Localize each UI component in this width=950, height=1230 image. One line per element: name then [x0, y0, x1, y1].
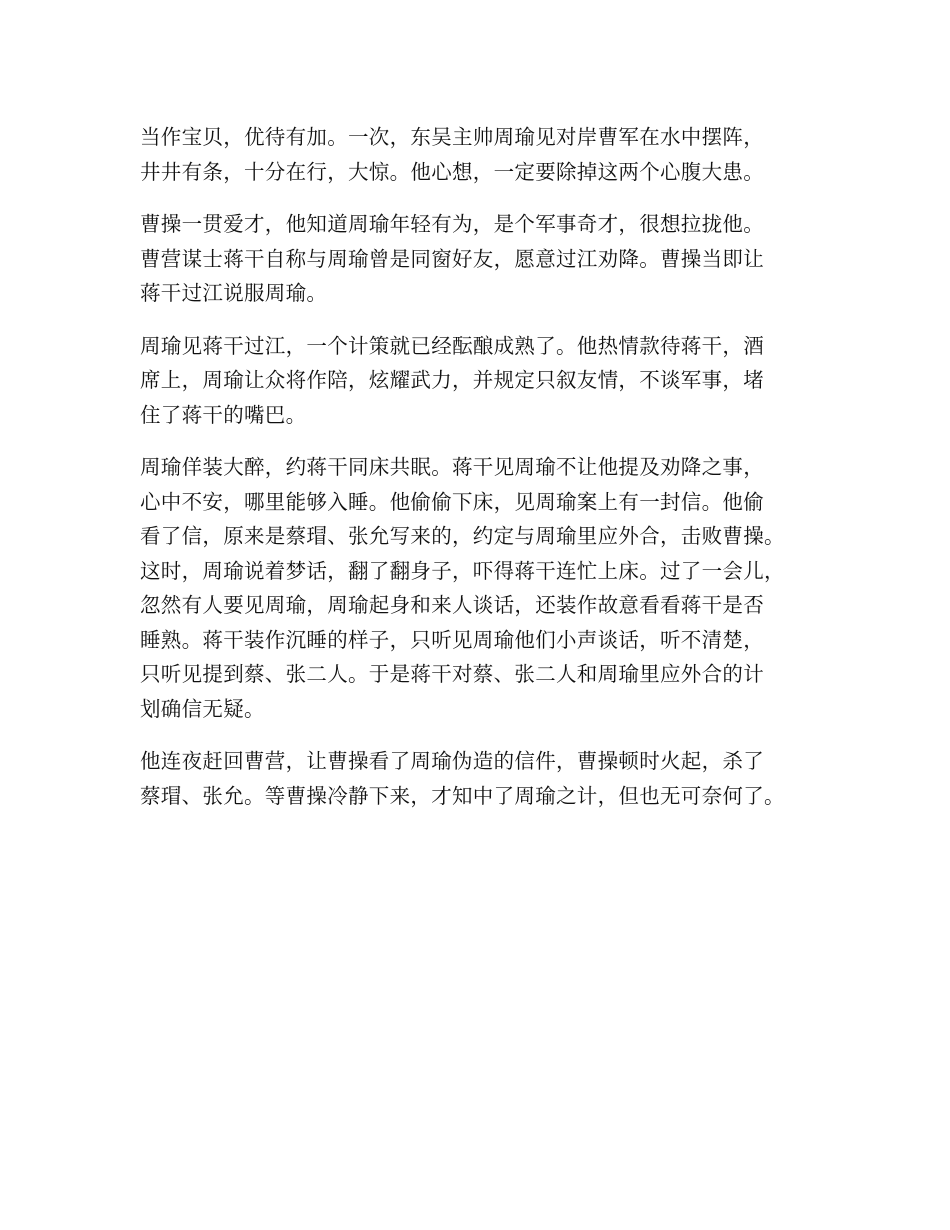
text-line: 当作宝贝，优待有加。一次，东吴主帅周瑜见对岸曹军在水中摆阵， [140, 125, 764, 149]
text-line: 看了信，原来是蔡瑁、张允写来的，约定与周瑜里应外合，击败曹操。 [140, 524, 785, 548]
text-line: 心中不安，哪里能够入睡。他偷偷下床，见周瑜案上有一封信。他偷 [140, 489, 764, 514]
text-line: 蒋干过江说服周瑜。 [140, 281, 328, 305]
text-line: 周瑜见蒋干过江，一个计策就已经酝酿成熟了。他热情款待蒋干，酒 [140, 333, 764, 358]
paragraph-1 [140, 120, 812, 189]
text-line: 席上，周瑜让众将作陪，炫耀武力，并规定只叙友情，不谈军事，堵 [140, 368, 764, 392]
paragraph-3 [140, 329, 812, 433]
text-line: 睡熟。蒋干装作沉睡的样子，只听见周瑜他们小声谈话，听不清楚， [140, 627, 764, 652]
paragraph-5 [140, 744, 812, 813]
text-line: 这时，周瑜说着梦话，翻了翻身子，吓得蒋干连忙上床。过了一会儿， [140, 558, 785, 583]
text-line: 曹操一贯爱才，他知道周瑜年轻有为，是个军事奇才，很想拉拢他。 [140, 212, 764, 236]
paragraph-4 [140, 450, 812, 726]
paragraph-2 [140, 207, 812, 311]
text-line: 他连夜赶回曹营，让曹操看了周瑜伪造的信件，曹操顿时火起，杀了 [140, 749, 764, 773]
text-line: 蔡瑁、张允。等曹操冷静下来，才知中了周瑜之计，但也无可奈何了。 [140, 783, 785, 808]
text-line: 忽然有人要见周瑜，周瑜起身和来人谈话，还装作故意看看蒋干是否 [140, 593, 764, 617]
text-line: 住了蒋干的嘴巴。 [140, 402, 307, 427]
document-body [140, 120, 812, 831]
text-line: 只听见提到蔡、张二人。于是蒋干对蔡、张二人和周瑜里应外合的计 [140, 662, 764, 686]
text-line: 曹营谋士蒋干自称与周瑜曾是同窗好友，愿意过江劝降。曹操当即让 [140, 246, 764, 271]
text-line: 周瑜佯装大醉，约蒋干同床共眠。蒋干见周瑜不让他提及劝降之事， [140, 455, 764, 479]
text-line: 井井有条，十分在行，大惊。他心想，一定要除掉这两个心腹大患。 [140, 159, 764, 184]
text-line: 划确信无疑。 [140, 696, 265, 721]
